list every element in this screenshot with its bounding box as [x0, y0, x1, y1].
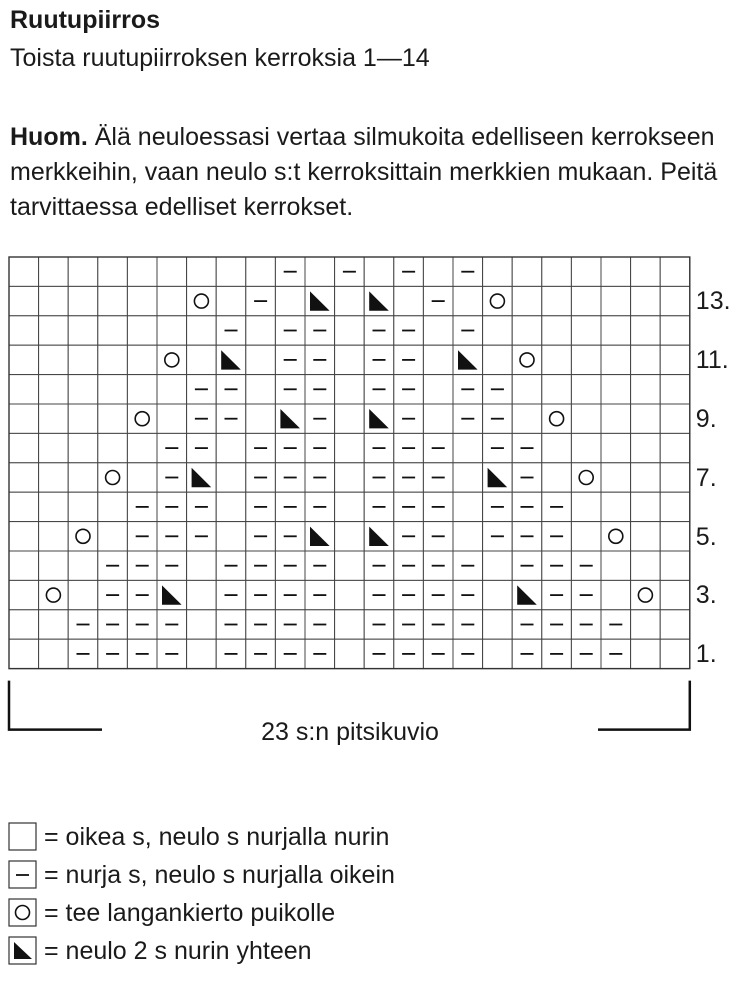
chart-cell	[68, 492, 98, 521]
chart-cell	[127, 257, 157, 286]
chart-cell	[601, 345, 631, 374]
chart-cell	[542, 316, 572, 345]
chart-cell	[542, 463, 572, 492]
legend-item-purl	[8, 856, 395, 894]
chart-cell	[39, 492, 69, 521]
chart-cell	[660, 522, 690, 551]
chart-cell	[660, 580, 690, 609]
chart-cell	[187, 463, 217, 492]
chart-cell	[9, 433, 39, 462]
chart-cell	[631, 463, 661, 492]
chart-cell	[246, 316, 276, 345]
chart-cell	[68, 316, 98, 345]
chart-cell	[542, 404, 572, 433]
chart-cell	[9, 345, 39, 374]
chart-cell	[39, 433, 69, 462]
chart-cell	[512, 345, 542, 374]
chart-cell	[157, 286, 187, 315]
chart-cell	[9, 257, 39, 286]
empty-square-icon	[8, 822, 38, 852]
chart-cell	[157, 345, 187, 374]
chart-cell	[631, 639, 661, 668]
chart-cell	[571, 316, 601, 345]
chart-cell	[542, 345, 572, 374]
chart-cell	[187, 639, 217, 668]
chart-cell	[512, 404, 542, 433]
chart-cell	[601, 404, 631, 433]
chart-cell	[660, 492, 690, 521]
row-number-label: 11.	[695, 346, 729, 375]
chart-cell	[512, 257, 542, 286]
chart-cell	[335, 316, 365, 345]
chart-cell	[98, 375, 128, 404]
chart-cell	[483, 639, 513, 668]
chart-cell	[98, 522, 128, 551]
chart-cell	[187, 610, 217, 639]
chart-cell	[275, 286, 305, 315]
chart-cell	[631, 610, 661, 639]
chart-cell	[335, 580, 365, 609]
chart-cell	[98, 345, 128, 374]
chart-cell	[512, 375, 542, 404]
chart-cell	[335, 404, 365, 433]
chart-cell	[39, 404, 69, 433]
chart-cell	[39, 286, 69, 315]
chart-cell	[9, 463, 39, 492]
chart-cell	[187, 345, 217, 374]
chart-cell	[9, 580, 39, 609]
chart-cell	[571, 433, 601, 462]
chart-cell	[98, 316, 128, 345]
chart-cell	[660, 463, 690, 492]
chart-cell	[601, 522, 631, 551]
chart-cell	[246, 375, 276, 404]
chart-cell	[216, 522, 246, 551]
chart-cell	[631, 286, 661, 315]
row-number-label: 5.	[695, 522, 717, 551]
chart-cell	[660, 257, 690, 286]
chart-cell	[601, 257, 631, 286]
chart-cell	[423, 375, 453, 404]
chart-cell	[423, 257, 453, 286]
legend-text-decrease: = neulo 2 s nurin yhteen	[44, 936, 312, 965]
chart-cell	[660, 551, 690, 580]
chart-cell	[571, 404, 601, 433]
row-number-label: 13.	[695, 287, 731, 316]
chart-cell	[542, 433, 572, 462]
chart-cell	[246, 257, 276, 286]
chart-cell	[483, 551, 513, 580]
chart-cell	[39, 375, 69, 404]
chart-cell	[157, 375, 187, 404]
chart-cell	[68, 463, 98, 492]
span-label: 23 s:n pitsikuvio	[261, 718, 439, 746]
chart-cell	[631, 492, 661, 521]
row-number-label: 7.	[695, 463, 717, 492]
chart-cell	[68, 551, 98, 580]
chart-cell	[39, 551, 69, 580]
chart-cell	[660, 639, 690, 668]
chart-cell	[631, 345, 661, 374]
chart-cell	[601, 286, 631, 315]
chart-cell	[631, 316, 661, 345]
chart-cell	[453, 463, 483, 492]
chart-cell	[39, 522, 69, 551]
chart-cell	[127, 375, 157, 404]
chart-cell	[335, 610, 365, 639]
chart-cell	[660, 316, 690, 345]
chart-cell	[68, 433, 98, 462]
chart-cell	[157, 257, 187, 286]
chart-cell	[335, 492, 365, 521]
chart-cell	[39, 639, 69, 668]
legend-item-decrease	[8, 932, 395, 970]
chart-cell	[39, 345, 69, 374]
chart-cell	[335, 551, 365, 580]
chart-cell	[512, 286, 542, 315]
chart-cell	[453, 433, 483, 462]
chart-cell	[335, 286, 365, 315]
chart-cell	[246, 404, 276, 433]
chart-cell	[127, 463, 157, 492]
chart-cell	[98, 257, 128, 286]
chart-cell	[631, 375, 661, 404]
chart-cell	[483, 580, 513, 609]
chart-cell	[39, 463, 69, 492]
chart-cell	[216, 492, 246, 521]
legend-item-yarn-over	[8, 894, 395, 932]
chart-cell	[127, 286, 157, 315]
chart-cell	[68, 522, 98, 551]
chart-cell	[571, 345, 601, 374]
chart-cell	[601, 433, 631, 462]
chart-cell	[660, 375, 690, 404]
legend-text-knit: = oikea s, neulo s nurjalla nurin	[44, 822, 390, 851]
chart-cell	[335, 433, 365, 462]
chart-cell	[187, 316, 217, 345]
chart-cell	[364, 257, 394, 286]
chart-cell	[68, 345, 98, 374]
legend	[8, 818, 395, 970]
chart-cell	[98, 404, 128, 433]
chart-cell	[571, 463, 601, 492]
chart-cell	[601, 375, 631, 404]
chart-cell	[68, 580, 98, 609]
chart-cell	[98, 463, 128, 492]
chart-cell	[394, 286, 424, 315]
chart-cell	[631, 433, 661, 462]
chart-cell	[98, 286, 128, 315]
chart-cell	[98, 433, 128, 462]
chart-cell	[660, 286, 690, 315]
legend-text-purl: = nurja s, neulo s nurjalla oikein	[44, 860, 395, 889]
chart-cell	[187, 580, 217, 609]
triangle-square-icon	[8, 936, 38, 966]
chart-cell	[335, 345, 365, 374]
chart-cell	[631, 257, 661, 286]
chart-cell	[9, 316, 39, 345]
chart-cell	[601, 492, 631, 521]
dash-square-icon	[8, 860, 38, 890]
chart-cell	[216, 257, 246, 286]
chart-cell	[187, 257, 217, 286]
chart-cell	[423, 345, 453, 374]
chart-cell	[571, 492, 601, 521]
chart-cell	[571, 286, 601, 315]
chart-cell	[512, 316, 542, 345]
chart-cell	[9, 286, 39, 315]
chart-cell	[39, 580, 69, 609]
chart-cell	[542, 257, 572, 286]
chart-cell	[660, 610, 690, 639]
chart-cell	[483, 610, 513, 639]
chart-cell	[542, 375, 572, 404]
chart-cell	[631, 404, 661, 433]
chart-cell	[335, 522, 365, 551]
chart-cell	[39, 257, 69, 286]
chart-cell	[246, 345, 276, 374]
chart-cell	[9, 492, 39, 521]
chart-cell	[601, 463, 631, 492]
chart-cell	[335, 639, 365, 668]
chart-cell	[9, 522, 39, 551]
chart-cell	[98, 492, 128, 521]
chart-cell	[631, 551, 661, 580]
chart-cell	[68, 257, 98, 286]
chart-cell	[9, 404, 39, 433]
chart-cell	[571, 522, 601, 551]
chart-cell	[453, 522, 483, 551]
chart-cell	[335, 463, 365, 492]
chart-cell	[9, 551, 39, 580]
chart-cell	[157, 404, 187, 433]
note-bold-label: Huom.	[10, 123, 88, 151]
repeat-instruction: Toista ruutupiirroksen kerroksia 1—14	[10, 44, 430, 72]
chart-cell	[216, 463, 246, 492]
chart-cell	[364, 286, 394, 315]
chart-cell	[483, 345, 513, 374]
chart-cell	[9, 639, 39, 668]
row-number-label: 3.	[695, 581, 717, 610]
circle-square-icon	[8, 898, 38, 928]
chart-cell	[127, 345, 157, 374]
chart-cell	[127, 316, 157, 345]
chart-cell	[335, 375, 365, 404]
chart-cell	[68, 375, 98, 404]
chart-cell	[68, 286, 98, 315]
chart-cell	[571, 257, 601, 286]
chart-cell	[216, 433, 246, 462]
chart-cell	[453, 286, 483, 315]
legend-text-yarn-over: = tee langankierto puikolle	[44, 898, 336, 927]
chart-cell	[542, 286, 572, 315]
chart-cell	[216, 286, 246, 315]
chart-cell	[127, 433, 157, 462]
chart-cell	[423, 404, 453, 433]
chart-cell	[660, 433, 690, 462]
chart-cell	[660, 404, 690, 433]
chart-cell	[601, 580, 631, 609]
chart-cell	[631, 522, 661, 551]
chart-cell	[660, 345, 690, 374]
chart-cell	[187, 551, 217, 580]
chart-cell	[601, 551, 631, 580]
chart-cell	[39, 610, 69, 639]
row-number-label: 9.	[695, 405, 717, 433]
page-heading: Ruutupiirros	[10, 6, 160, 34]
chart-cell	[483, 316, 513, 345]
chart-cell	[423, 316, 453, 345]
chart-cell	[483, 257, 513, 286]
note-text: Älä neuloessasi vertaa silmukoita edelliseen kerrokseen merkkeihin, vaan neulo s:t kerroksittain merkkien mukaan. Peitä tarvittaessa edelliset kerrokset.	[10, 123, 718, 221]
chart-cell	[157, 316, 187, 345]
chart-cell	[305, 257, 335, 286]
chart-cell	[483, 286, 513, 315]
chart-cell	[571, 375, 601, 404]
chart-cell	[631, 580, 661, 609]
legend-item-knit	[8, 818, 395, 856]
chart-cell	[127, 404, 157, 433]
chart-cell	[483, 463, 513, 492]
chart-cell	[601, 316, 631, 345]
chart-cell	[453, 492, 483, 521]
chart-cell	[39, 316, 69, 345]
chart-cell	[187, 286, 217, 315]
chart-cell	[9, 610, 39, 639]
chart-cell	[9, 375, 39, 404]
row-number-label: 1.	[695, 640, 717, 669]
chart-cell	[68, 404, 98, 433]
